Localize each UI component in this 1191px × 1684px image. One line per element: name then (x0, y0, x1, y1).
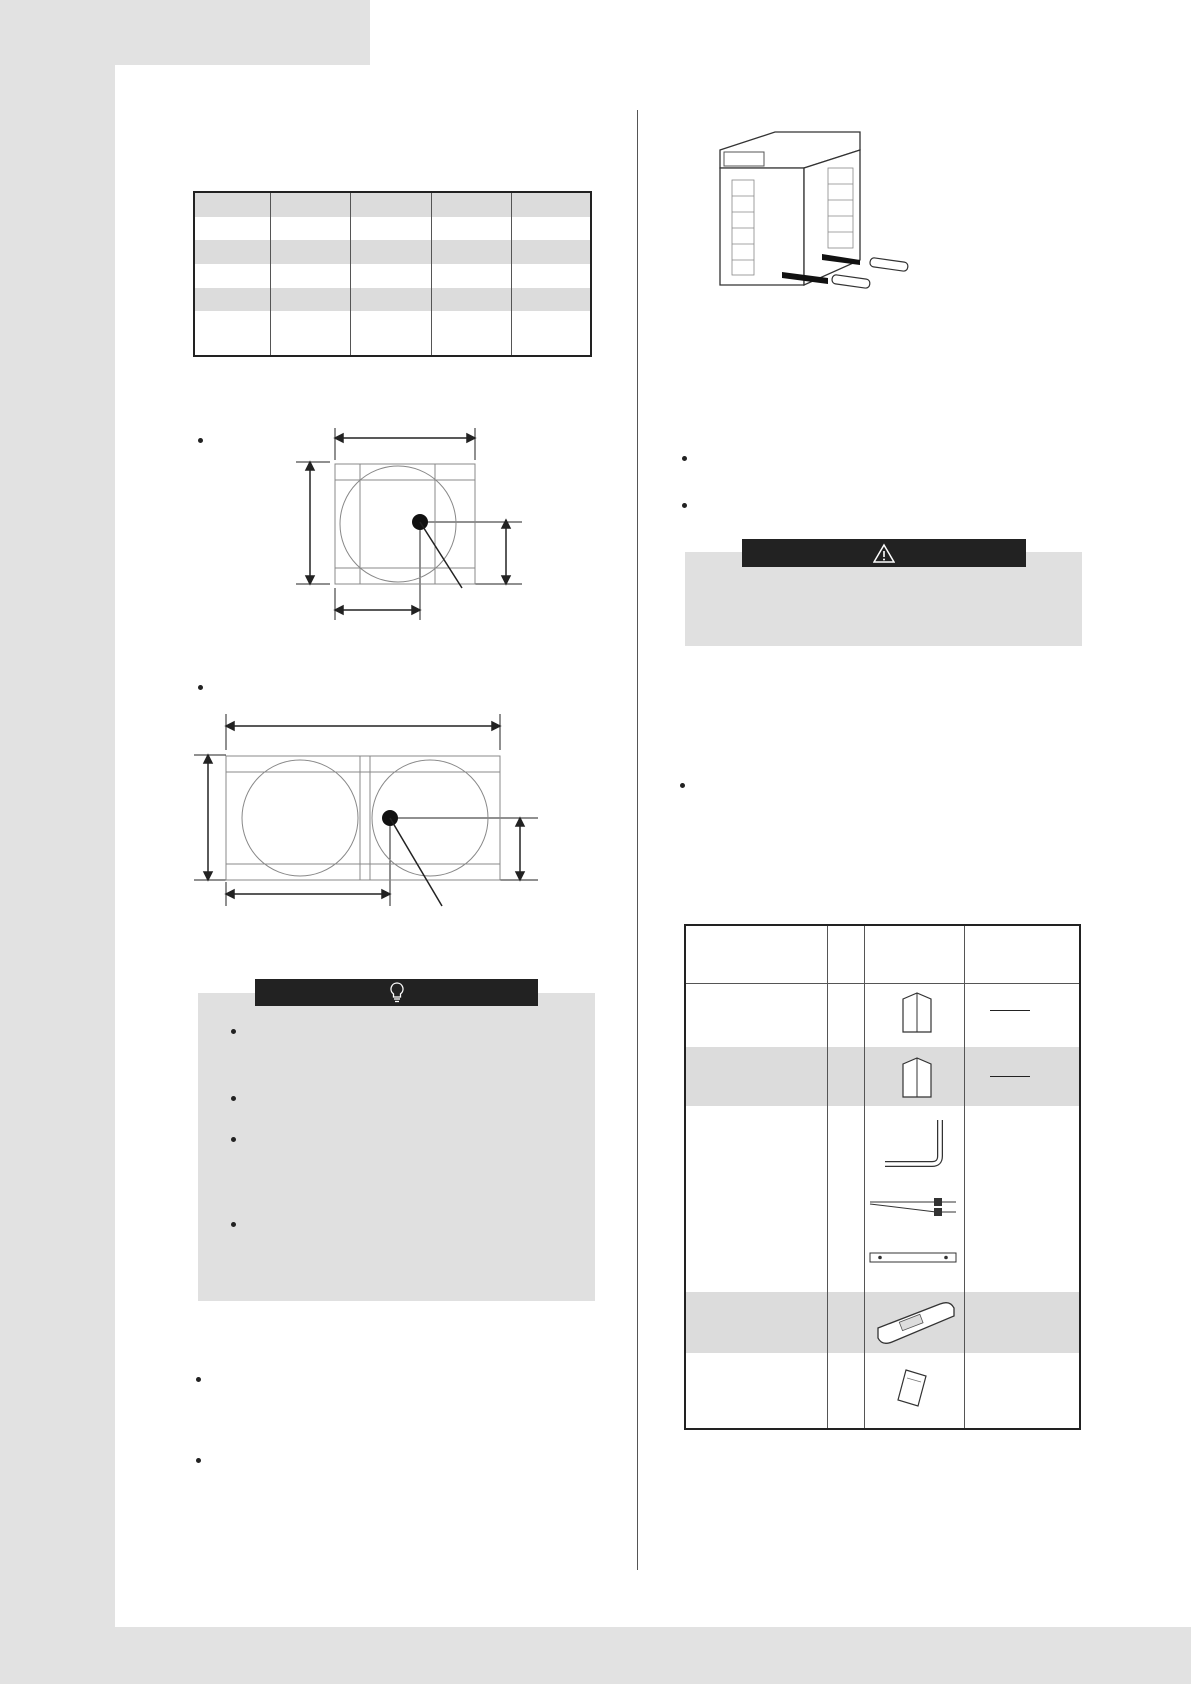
manual-icon (900, 989, 934, 1035)
page-top-strip (370, 0, 1191, 65)
bullet (198, 685, 203, 690)
table-row (195, 312, 590, 336)
accessories-table (684, 924, 1081, 1430)
dimensions-table (193, 191, 592, 357)
bullet (682, 503, 687, 508)
blank-quantity (990, 1010, 1030, 1011)
outdoor-unit-illustration (710, 120, 935, 305)
bullet (682, 456, 687, 461)
note-banner (255, 979, 538, 1006)
remote-controller-icon (870, 1298, 960, 1348)
bullet (196, 1377, 201, 1382)
single-fan-unit-diagram (290, 420, 570, 630)
bullet (680, 783, 685, 788)
bullet (196, 1458, 201, 1463)
bullet (231, 1137, 236, 1142)
cable-connector-icon (866, 1192, 960, 1222)
table-row (195, 193, 590, 217)
warning-banner (742, 539, 1026, 567)
table-row (195, 264, 590, 288)
label-sticker-icon (892, 1366, 932, 1412)
dual-fan-unit-diagram (190, 710, 540, 910)
table-row (195, 288, 590, 312)
bullet (231, 1096, 236, 1101)
warning-triangle-icon (873, 543, 895, 563)
lightbulb-icon (389, 982, 405, 1004)
mounting-plate-icon (866, 1250, 960, 1266)
table-row (195, 217, 590, 241)
pipe-elbow-icon (880, 1116, 945, 1172)
bullet (231, 1029, 236, 1034)
note-box (198, 993, 595, 1301)
table-row (195, 240, 590, 264)
bullet (231, 1222, 236, 1227)
blank-quantity (990, 1076, 1030, 1077)
bullet (198, 438, 203, 443)
manual-icon (900, 1054, 934, 1100)
column-divider (637, 110, 638, 1570)
